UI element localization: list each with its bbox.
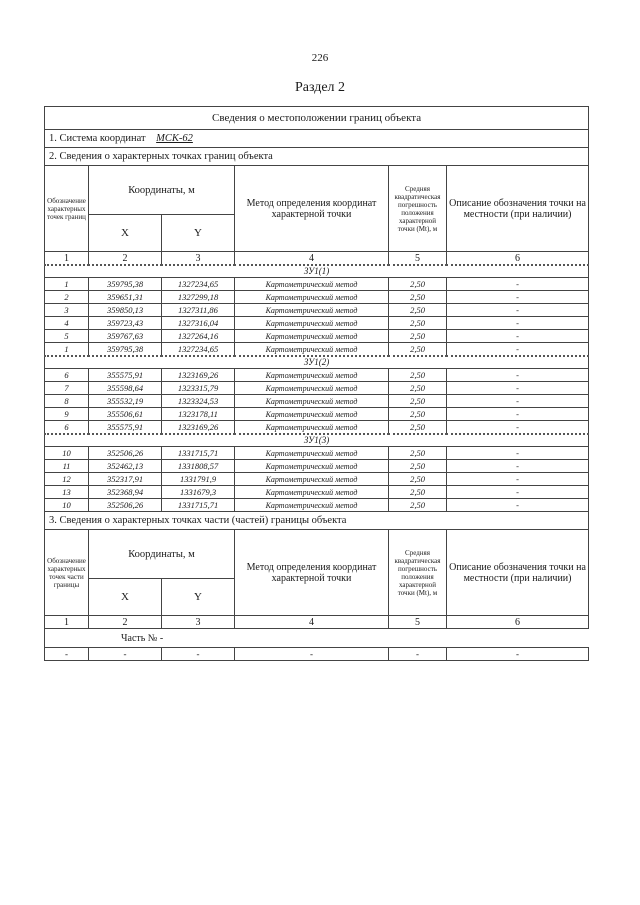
cell-y: 1327234,65: [162, 343, 235, 357]
section-title: Раздел 2: [294, 80, 346, 95]
col-number: 4: [235, 616, 389, 629]
header-description: Описание обозначения точки на местности (при наличии): [447, 166, 589, 252]
cell-y: 1327299,18: [162, 291, 235, 304]
cell-point: 1: [45, 343, 89, 357]
cell-method: Картометрический метод: [235, 291, 389, 304]
column-number-row-part: [45, 616, 589, 629]
cell-method: Картометрический метод: [235, 499, 389, 512]
cell-description: -: [447, 382, 589, 395]
col-number: 2: [89, 252, 162, 266]
cell-x: 359651,31: [89, 291, 162, 304]
contour-group-row: [45, 356, 589, 369]
cell-x: 352506,26: [89, 499, 162, 512]
header-y-part: Y: [162, 579, 235, 616]
empty-cell: -: [389, 648, 447, 661]
cell-x: 359795,38: [89, 278, 162, 291]
table-row: [45, 486, 589, 499]
cell-x: 355575,91: [89, 369, 162, 382]
cell-description: -: [447, 278, 589, 291]
table-row: [45, 291, 589, 304]
cell-x: 359723,43: [89, 317, 162, 330]
table-row: [45, 330, 589, 343]
empty-cell: -: [235, 648, 389, 661]
cell-error: 2,50: [389, 460, 447, 473]
header-method-part: Метод определения координат характерной точки: [235, 530, 389, 616]
cell-y: 1323169,26: [162, 369, 235, 382]
page-number: 226: [311, 52, 329, 64]
header-y: Y: [162, 215, 235, 252]
cell-point: 11: [45, 460, 89, 473]
col-number: 6: [447, 616, 589, 629]
cell-description: -: [447, 447, 589, 460]
table-row: [45, 343, 589, 357]
cell-point: 8: [45, 395, 89, 408]
cell-y: 1323178,11: [162, 408, 235, 421]
coordinate-system-value: МСК-62: [156, 133, 193, 144]
empty-cell: -: [162, 648, 235, 661]
cell-y: 1323315,79: [162, 382, 235, 395]
cell-x: 359795,38: [89, 343, 162, 357]
cell-point: 6: [45, 369, 89, 382]
cell-x: 355532,19: [89, 395, 162, 408]
cell-method: Картометрический метод: [235, 317, 389, 330]
cell-point: 3: [45, 304, 89, 317]
cell-y: 1331715,71: [162, 499, 235, 512]
cell-description: -: [447, 486, 589, 499]
cell-method: Картометрический метод: [235, 421, 389, 435]
table-row: [45, 317, 589, 330]
contour-group-row: [45, 265, 589, 278]
cell-error: 2,50: [389, 278, 447, 291]
cell-error: 2,50: [389, 382, 447, 395]
col-number: 1: [45, 616, 89, 629]
header-coordinates: Координаты, м: [89, 166, 235, 215]
cell-x: 359850,13: [89, 304, 162, 317]
table-row: [45, 447, 589, 460]
cell-y: 1331679,3: [162, 486, 235, 499]
col-number: 5: [389, 252, 447, 266]
cell-point: 6: [45, 421, 89, 435]
points-section-label: 2. Сведения о характерных точках границ объекта: [45, 148, 589, 166]
coordinate-system-line: [45, 130, 589, 148]
col-number: 6: [447, 252, 589, 266]
header-point-designation: Обозначение характерных точек границ: [45, 166, 89, 252]
cell-description: -: [447, 460, 589, 473]
cell-method: Картометрический метод: [235, 408, 389, 421]
boundary-table-wrap: [44, 106, 588, 661]
cell-y: 1331791,9: [162, 473, 235, 486]
cell-point: 9: [45, 408, 89, 421]
cell-error: 2,50: [389, 317, 447, 330]
cell-method: Картометрический метод: [235, 473, 389, 486]
cell-x: 355598,64: [89, 382, 162, 395]
table-row: [45, 460, 589, 473]
cell-y: 1327311,86: [162, 304, 235, 317]
contour-group-row: [45, 434, 589, 447]
cell-description: -: [447, 291, 589, 304]
table-row: [45, 382, 589, 395]
cell-error: 2,50: [389, 343, 447, 357]
empty-cell: -: [447, 648, 589, 661]
header-x: X: [89, 215, 162, 252]
cell-description: -: [447, 473, 589, 486]
cell-method: Картометрический метод: [235, 447, 389, 460]
cell-description: -: [447, 395, 589, 408]
cell-description: -: [447, 421, 589, 435]
cell-point: 5: [45, 330, 89, 343]
cell-method: Картометрический метод: [235, 460, 389, 473]
cell-method: Картометрический метод: [235, 343, 389, 357]
table-row: [45, 395, 589, 408]
empty-cell: -: [89, 648, 162, 661]
cell-y: 1327264,16: [162, 330, 235, 343]
cell-y: 1327316,04: [162, 317, 235, 330]
cell-error: 2,50: [389, 447, 447, 460]
cell-x: 355575,91: [89, 421, 162, 435]
cell-y: 1323169,26: [162, 421, 235, 435]
boundary-table: [44, 106, 589, 661]
table-row: [45, 369, 589, 382]
cell-point: 1: [45, 278, 89, 291]
cell-method: Картометрический метод: [235, 382, 389, 395]
cell-description: -: [447, 408, 589, 421]
empty-cell: -: [45, 648, 89, 661]
cell-point: 12: [45, 473, 89, 486]
cell-point: 13: [45, 486, 89, 499]
cell-description: -: [447, 369, 589, 382]
cell-method: Картометрический метод: [235, 395, 389, 408]
cell-description: -: [447, 304, 589, 317]
contour-name: ЗУ1(3): [45, 434, 589, 447]
cell-point: 10: [45, 447, 89, 460]
cell-x: 352506,26: [89, 447, 162, 460]
cell-point: 2: [45, 291, 89, 304]
cell-x: 352317,91: [89, 473, 162, 486]
column-number-row: [45, 252, 589, 266]
header-description-part: Описание обозначения точки на местности (при наличии): [447, 530, 589, 616]
cell-y: 1327234,65: [162, 278, 235, 291]
empty-part-row: [45, 648, 589, 661]
part-points-section-label: 3. Сведения о характерных точках части (частей) границы объекта: [45, 512, 589, 530]
cell-x: 359767,63: [89, 330, 162, 343]
table-title: Сведения о местоположении границ объекта: [45, 107, 589, 130]
part-label: Часть № -: [45, 629, 589, 648]
cell-description: -: [447, 499, 589, 512]
contour-name: ЗУ1(1): [45, 265, 589, 278]
cell-method: Картометрический метод: [235, 304, 389, 317]
table-row: [45, 278, 589, 291]
cell-description: -: [447, 317, 589, 330]
col-number: 3: [162, 252, 235, 266]
table-row: [45, 421, 589, 435]
cell-description: -: [447, 330, 589, 343]
cell-error: 2,50: [389, 473, 447, 486]
cell-method: Картометрический метод: [235, 330, 389, 343]
cell-point: 7: [45, 382, 89, 395]
cell-point: 4: [45, 317, 89, 330]
col-number: 1: [45, 252, 89, 266]
cell-error: 2,50: [389, 395, 447, 408]
col-number: 4: [235, 252, 389, 266]
cell-error: 2,50: [389, 291, 447, 304]
header-mean-error: Средняя квадратическая погрешность положения характерной точки (Mt), м: [389, 166, 447, 252]
col-number: 3: [162, 616, 235, 629]
cell-error: 2,50: [389, 421, 447, 435]
table-row: [45, 408, 589, 421]
header-x-part: X: [89, 579, 162, 616]
table-row: [45, 473, 589, 486]
header-method: Метод определения координат характерной точки: [235, 166, 389, 252]
cell-point: 10: [45, 499, 89, 512]
header-mean-error-part: Средняя квадратическая погрешность положения характерной точки (Mt), м: [389, 530, 447, 616]
cell-x: 355506,61: [89, 408, 162, 421]
coordinate-system-label: 1. Система координат: [49, 133, 146, 144]
cell-error: 2,50: [389, 304, 447, 317]
cell-error: 2,50: [389, 408, 447, 421]
table-row: [45, 304, 589, 317]
cell-x: 352368,94: [89, 486, 162, 499]
cell-y: 1323324,53: [162, 395, 235, 408]
cell-error: 2,50: [389, 330, 447, 343]
cell-method: Картометрический метод: [235, 486, 389, 499]
cell-method: Картометрический метод: [235, 369, 389, 382]
header-coordinates-part: Координаты, м: [89, 530, 235, 579]
col-number: 2: [89, 616, 162, 629]
cell-x: 352462,13: [89, 460, 162, 473]
cell-error: 2,50: [389, 369, 447, 382]
col-number: 5: [389, 616, 447, 629]
header-point-designation-part: Обозначение характерных точек части границы: [45, 530, 89, 616]
contour-name: ЗУ1(2): [45, 356, 589, 369]
cell-y: 1331808,57: [162, 460, 235, 473]
cell-error: 2,50: [389, 499, 447, 512]
cell-method: Картометрический метод: [235, 278, 389, 291]
cell-y: 1331715,71: [162, 447, 235, 460]
cell-description: -: [447, 343, 589, 357]
cell-error: 2,50: [389, 486, 447, 499]
table-row: [45, 499, 589, 512]
